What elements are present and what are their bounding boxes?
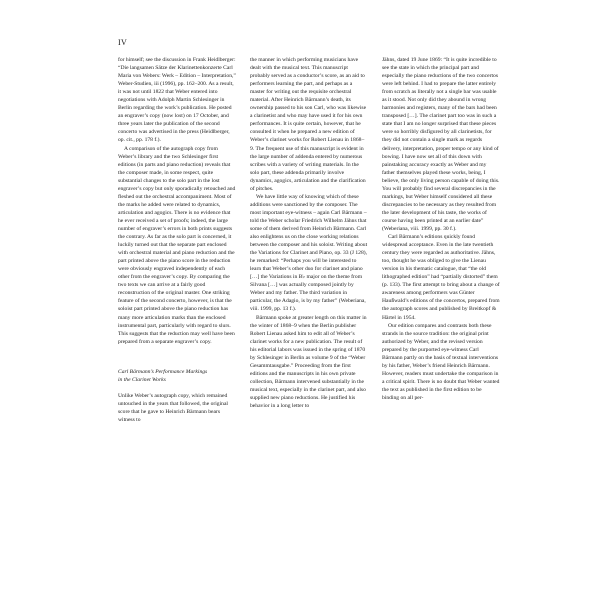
- column-2-paragraph-3: Bärmann spoke at greater length on this matter in the winter of 1868–9 when the Berlin publisher Robert Lienau asked him to edit all of Weber’s clarinet works for a new publication. The result of his editorial labors was issued in the spring of 1870 by Schlesinger in Berlin as volume 9 of the “Weber Gesammtausgabe.” Proceeding from the first editions and the manuscripts in his own private collection, Bärmann intervened substantially in the musical text, especially in the clarinet part, and also supplied new piano reductions. He justified his behavior in a long letter to: [250, 314, 367, 410]
- section-heading-line-2: in the Clarinet Works: [118, 376, 166, 383]
- column-2-paragraph-1: the manner in which performing musicians have dealt with the musical text. This manuscript probably served as a conductor’s score, as an aid to performers learning the part, and perhaps as a master for writing out the requisite orchestral material. After Heinrich Bärmann’s death, its ownership passed to his son Carl, who was likewise a clarinetist and who may have used it for his own performances. It is quite certain, however, that he consulted it when he prepared a new edition of Weber’s clarinet works for Robert Lienau in 1868–9. The frequent use of this manuscript is evident in the large number of addenda entered by numerous scribes with a variety of writing materials. In the solo part, these addenda primarily involve dynamics, agogics, articulation and the clarification of pitches.: [250, 57, 367, 192]
- column-3-paragraph-2: Carl Bärmann’s editions quickly found widespread acceptance. Even in the late twentieth century they were regarded as authoritative. Jähns, too, thought he was obliged to give the Lienau version in his thematic catalogue, that “the old lithographed edition” had “partially distorted” them (p. 133). The first attempt to bring about a change of awareness among performers was Günter Haußwald’s editions of the concertos, prepared from the autograph scores and published by Breitkopf & Härtel in 1954.: [382, 234, 500, 321]
- page-number: IV: [118, 38, 128, 47]
- column-2-paragraph-2: We have little way of knowing which of these additions were sanctioned by the composer. The most important eye-witness – again Carl Bärmann – told the Weber scholar Friedrich Wilhelm Jähns that some of them derived from Heinrich Bärmann. Carl also enlightens us on the close working relations between the composer and his soloist. Writing about the Variations for Clarinet and Piano, op. 33 (J 128), he remarked: “Perhaps you will be interested to learn that Weber’s other duo for clarinet and piano […] the Variations in B♭ major on the theme from Silvana […] was actually composed jointly by Weber and my father. The third variation in particular, the Adagio, is by my father” (Weberiana, viii. 1999, pp. 13 f.).: [250, 193, 368, 313]
- column-3-paragraph-1: Jähns, dated 19 June 1869: “It is quite incredible to see the state in which the principal part and especially the piano reductions of the two concertos were left behind. I had to prepare the latter entirely from scratch as literally not a single bar was usable as it stood. Not only did they abound in wrong harmonies and registers, many of the bars had been transposed […]. The clarinet part too was in such a state that I am no longer surprised that these pieces were so horribly disfigured by all clarinetists, for they did not contain a single mark as regards delivery, interpretation, proper tempo or any kind of bowing. I have now set all of this down with painstaking accuracy exactly as Weber and my father themselves played these works, being, I believe, the only living person capable of doing this. You will probably find several discrepancies in the markings, but Weber himself considered all these discrepancies to be necessary as they resulted from the later development of his taste, the works of course having been printed at an earlier date” (Weberiana, viii. 1999, pp. 30 f.).: [382, 57, 500, 232]
- column-1-paragraph-3: Unlike Weber’s autograph copy, which remained untouched in the years that followed, the original score that he gave to Heinrich Bärmann bears witness to: [118, 392, 228, 423]
- section-gap: [118, 346, 236, 368]
- column-1-paragraph-2: A comparison of the autograph copy from Weber’s library and the two Schlesinger first editions (in parts and piano reduction) reveals that the composer made, in some respect, quite substantial changes to the solo part in the lost engraver’s copy but only sporadically retouched and fleshed out the orchestral accompaniment. Most of the marks he added were related to dynamics, articulation and agogics. There is no evidence that he ever received a set of proofs; indeed, the large number of engraver’s errors in both prints suggests the contrary. As far as the solo part is concerned, it luckily turned out that the separate part enclosed with orchestral material and piano reduction and the part printed above the piano score in the reduction were obviously engraved independently of each other from the engraver’s copy. By comparing the two texts we can arrive at a fairly good reconstruction of the original master. One striking feature of the second concerto, however, is that the soloist part printed above the piano reduction has many more articulation marks than the enclosed instrumental part, particularly with regard to slurs. This suggests that the reduction may well have been prepared from a separate engraver’s copy.: [118, 145, 236, 345]
- column-1-paragraph-1: for himself; see the discussion in Frank Heidlberger: “Die langsamen Sätze der Klarinettenkonzerte Carl Maria von Webers: Werk – Edition – Interpretation,” Weber-Studien, iii (1996), pp. 162–200. As a result, it was not until 1822 that Weber entered into negotiations with Adolph Martin Schlesinger in Berlin regarding the work’s publication. He posted an engraver’s copy (now lost) on 17 October, and three years later the publication of the second concerto was advertised in the press (Heidlberger, op. cit., pp. 178 f.).: [118, 57, 236, 144]
- column-1: [118, 56, 236, 591]
- column-3: [382, 56, 500, 591]
- section-heading-line-1: Carl Bärmann’s Performance Markings: [118, 368, 208, 375]
- text-columns: [118, 56, 500, 591]
- section-heading: [118, 368, 236, 384]
- column-2: [250, 56, 368, 591]
- column-3-paragraph-3: Our edition compares and contrasts both these strands in the source tradition: the original print authorized by Weber, and the revised version prepared by the purported eye-witness Carl Bärmann partly on the basis of textual interventions by his father, Weber’s friend Heinrich Bärmann. However, readers must undertake the comparison in a critical spirit. There is no doubt that Weber wanted the text as published in the first edition to be binding on all per-: [382, 322, 500, 401]
